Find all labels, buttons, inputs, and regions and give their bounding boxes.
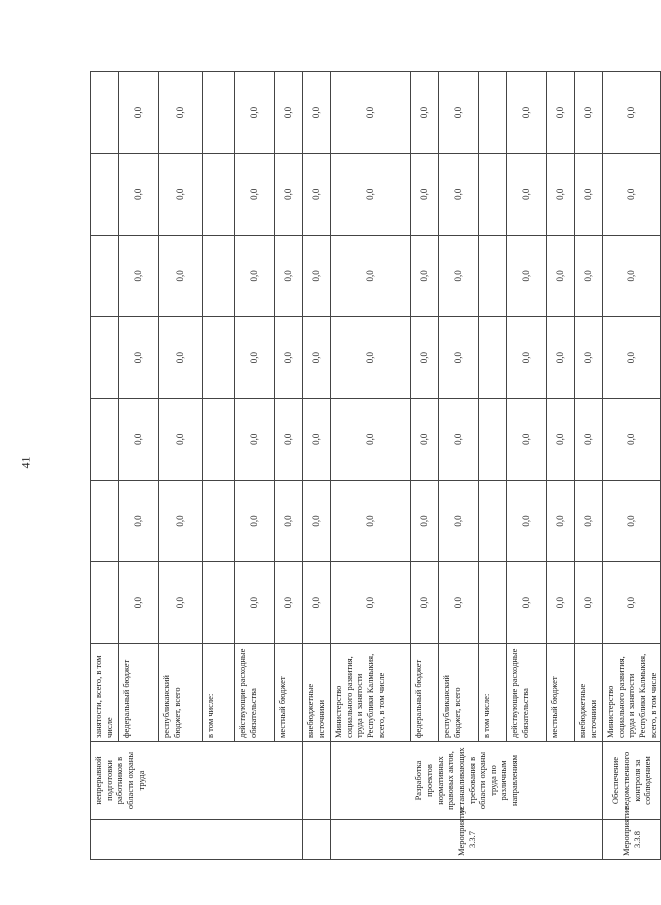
value-cell: 0,0: [235, 480, 275, 562]
value-cell: 0,0: [603, 562, 661, 644]
value-cell: [91, 562, 119, 644]
value-cell: [203, 153, 235, 235]
value-cell: [479, 562, 507, 644]
value-cell: 0,0: [439, 317, 479, 399]
value-cell: 0,0: [547, 72, 575, 154]
value-cell: 0,0: [575, 398, 603, 480]
funding-source-cell: республиканский бюджет, всего: [439, 644, 479, 742]
value-cell: 0,0: [235, 398, 275, 480]
value-cell: 0,0: [303, 317, 331, 399]
value-cell: 0,0: [603, 153, 661, 235]
budget-table-body: [91, 72, 661, 860]
value-cell: 0,0: [159, 480, 203, 562]
value-cell: 0,0: [575, 562, 603, 644]
value-cell: 0,0: [411, 480, 439, 562]
value-cell: 0,0: [411, 317, 439, 399]
funding-source-cell: федеральный бюджет: [411, 644, 439, 742]
value-cell: [91, 235, 119, 317]
value-cell: 0,0: [303, 153, 331, 235]
funding-source-cell: занятости, всего, в том числе: [91, 644, 119, 742]
value-cell: 0,0: [603, 480, 661, 562]
funding-source-cell: в том числе:: [203, 644, 235, 742]
funding-source-cell: Министерство социального развития, труда и занятости Республики Калмыкия, всего, в том числе: [603, 644, 661, 742]
funding-source-cell: Министерство социального развития, труда и занятости Республики Калмыкия, всего, в том числе: [331, 644, 411, 742]
value-cell: 0,0: [439, 153, 479, 235]
value-cell: [479, 235, 507, 317]
value-cell: 0,0: [303, 72, 331, 154]
value-cell: 0,0: [303, 235, 331, 317]
value-cell: 0,0: [575, 235, 603, 317]
funding-source-cell: внебюджетные источники: [303, 644, 331, 742]
value-cell: 0,0: [575, 153, 603, 235]
value-cell: 0,0: [547, 153, 575, 235]
table-row: [575, 72, 603, 860]
value-cell: [479, 72, 507, 154]
value-cell: 0,0: [547, 235, 575, 317]
table-row: [479, 72, 507, 860]
value-cell: 0,0: [235, 562, 275, 644]
value-cell: 0,0: [547, 562, 575, 644]
measure-name-cell: непрерывной подготовки работников в области охраны труда: [91, 742, 303, 820]
funding-source-cell: республиканский бюджет, всего: [159, 644, 203, 742]
rotated-table-area: [90, 72, 658, 860]
table-row: [203, 72, 235, 860]
value-cell: 0,0: [547, 480, 575, 562]
value-cell: 0,0: [303, 480, 331, 562]
table-row: [303, 72, 331, 860]
measure-id-cell: Мероприятие 3.3.8: [603, 820, 661, 860]
funding-source-cell: местный бюджет: [547, 644, 575, 742]
value-cell: 0,0: [235, 235, 275, 317]
value-cell: [91, 72, 119, 154]
value-cell: 0,0: [439, 72, 479, 154]
value-cell: 0,0: [439, 480, 479, 562]
value-cell: 0,0: [331, 235, 411, 317]
table-row: [235, 72, 275, 860]
value-cell: 0,0: [119, 562, 159, 644]
value-cell: 0,0: [159, 317, 203, 399]
value-cell: 0,0: [507, 398, 547, 480]
value-cell: 0,0: [507, 72, 547, 154]
value-cell: 0,0: [575, 317, 603, 399]
value-cell: 0,0: [331, 153, 411, 235]
value-cell: 0,0: [439, 235, 479, 317]
value-cell: 0,0: [439, 398, 479, 480]
value-cell: 0,0: [331, 398, 411, 480]
value-cell: 0,0: [119, 235, 159, 317]
table-row: [603, 72, 661, 860]
value-cell: 0,0: [575, 72, 603, 154]
funding-source-cell: федеральный бюджет: [119, 644, 159, 742]
value-cell: 0,0: [275, 235, 303, 317]
table-row: [439, 72, 479, 860]
funding-source-cell: внебюджетные источники: [575, 644, 603, 742]
measure-name-cell: Разработка проектов нормативных правовых актов, устанавливающих требования в области охраны труда по различным направлениям: [331, 742, 603, 820]
value-cell: 0,0: [159, 398, 203, 480]
value-cell: 0,0: [275, 562, 303, 644]
value-cell: 0,0: [603, 398, 661, 480]
value-cell: 0,0: [275, 480, 303, 562]
table-row: [331, 72, 411, 860]
value-cell: 0,0: [411, 398, 439, 480]
measure-id-cell: [303, 820, 331, 860]
value-cell: 0,0: [507, 480, 547, 562]
measure-id-cell: Мероприятие 3.3.7: [331, 820, 603, 860]
value-cell: 0,0: [507, 235, 547, 317]
value-cell: 0,0: [119, 317, 159, 399]
value-cell: 0,0: [235, 317, 275, 399]
value-cell: 0,0: [507, 317, 547, 399]
value-cell: 0,0: [235, 72, 275, 154]
value-cell: [91, 317, 119, 399]
table-row: [275, 72, 303, 860]
value-cell: [203, 317, 235, 399]
value-cell: [91, 480, 119, 562]
value-cell: [91, 398, 119, 480]
value-cell: [203, 72, 235, 154]
value-cell: 0,0: [439, 562, 479, 644]
value-cell: 0,0: [275, 72, 303, 154]
value-cell: 0,0: [411, 235, 439, 317]
value-cell: 0,0: [275, 153, 303, 235]
value-cell: 0,0: [303, 562, 331, 644]
value-cell: [479, 317, 507, 399]
value-cell: 0,0: [159, 72, 203, 154]
value-cell: 0,0: [411, 562, 439, 644]
value-cell: 0,0: [547, 398, 575, 480]
value-cell: 0,0: [159, 235, 203, 317]
value-cell: 0,0: [159, 153, 203, 235]
value-cell: 0,0: [119, 153, 159, 235]
value-cell: 0,0: [119, 398, 159, 480]
value-cell: 0,0: [331, 562, 411, 644]
value-cell: [203, 562, 235, 644]
value-cell: 0,0: [547, 317, 575, 399]
value-cell: [479, 153, 507, 235]
value-cell: 0,0: [603, 235, 661, 317]
value-cell: [479, 480, 507, 562]
value-cell: 0,0: [275, 317, 303, 399]
value-cell: 0,0: [603, 72, 661, 154]
value-cell: [91, 153, 119, 235]
table-row: [91, 72, 119, 860]
table-row: [159, 72, 203, 860]
value-cell: 0,0: [507, 153, 547, 235]
table-row: [411, 72, 439, 860]
value-cell: 0,0: [275, 398, 303, 480]
value-cell: 0,0: [159, 562, 203, 644]
value-cell: 0,0: [575, 480, 603, 562]
funding-source-cell: действующие расходные обязательства: [235, 644, 275, 742]
value-cell: 0,0: [331, 72, 411, 154]
rotated-table-frame: [90, 72, 658, 860]
measure-name-cell: [303, 742, 331, 820]
value-cell: 0,0: [331, 317, 411, 399]
page-number: 41: [18, 456, 33, 469]
budget-table: [90, 71, 661, 860]
value-cell: 0,0: [235, 153, 275, 235]
table-row: [507, 72, 547, 860]
value-cell: 0,0: [119, 480, 159, 562]
funding-source-cell: действующие расходные обязательства: [507, 644, 547, 742]
value-cell: 0,0: [411, 153, 439, 235]
table-row: [119, 72, 159, 860]
value-cell: 0,0: [507, 562, 547, 644]
measure-name-cell: Обеспечение ведомственного контроля за соблюдением: [603, 742, 661, 820]
funding-source-cell: местный бюджет: [275, 644, 303, 742]
measure-id-cell: [91, 820, 303, 860]
table-row: [547, 72, 575, 860]
value-cell: [203, 480, 235, 562]
value-cell: 0,0: [411, 72, 439, 154]
value-cell: [203, 235, 235, 317]
funding-source-cell: в том числе:: [479, 644, 507, 742]
value-cell: [203, 398, 235, 480]
value-cell: 0,0: [603, 317, 661, 399]
value-cell: 0,0: [331, 480, 411, 562]
value-cell: [479, 398, 507, 480]
value-cell: 0,0: [119, 72, 159, 154]
value-cell: 0,0: [303, 398, 331, 480]
